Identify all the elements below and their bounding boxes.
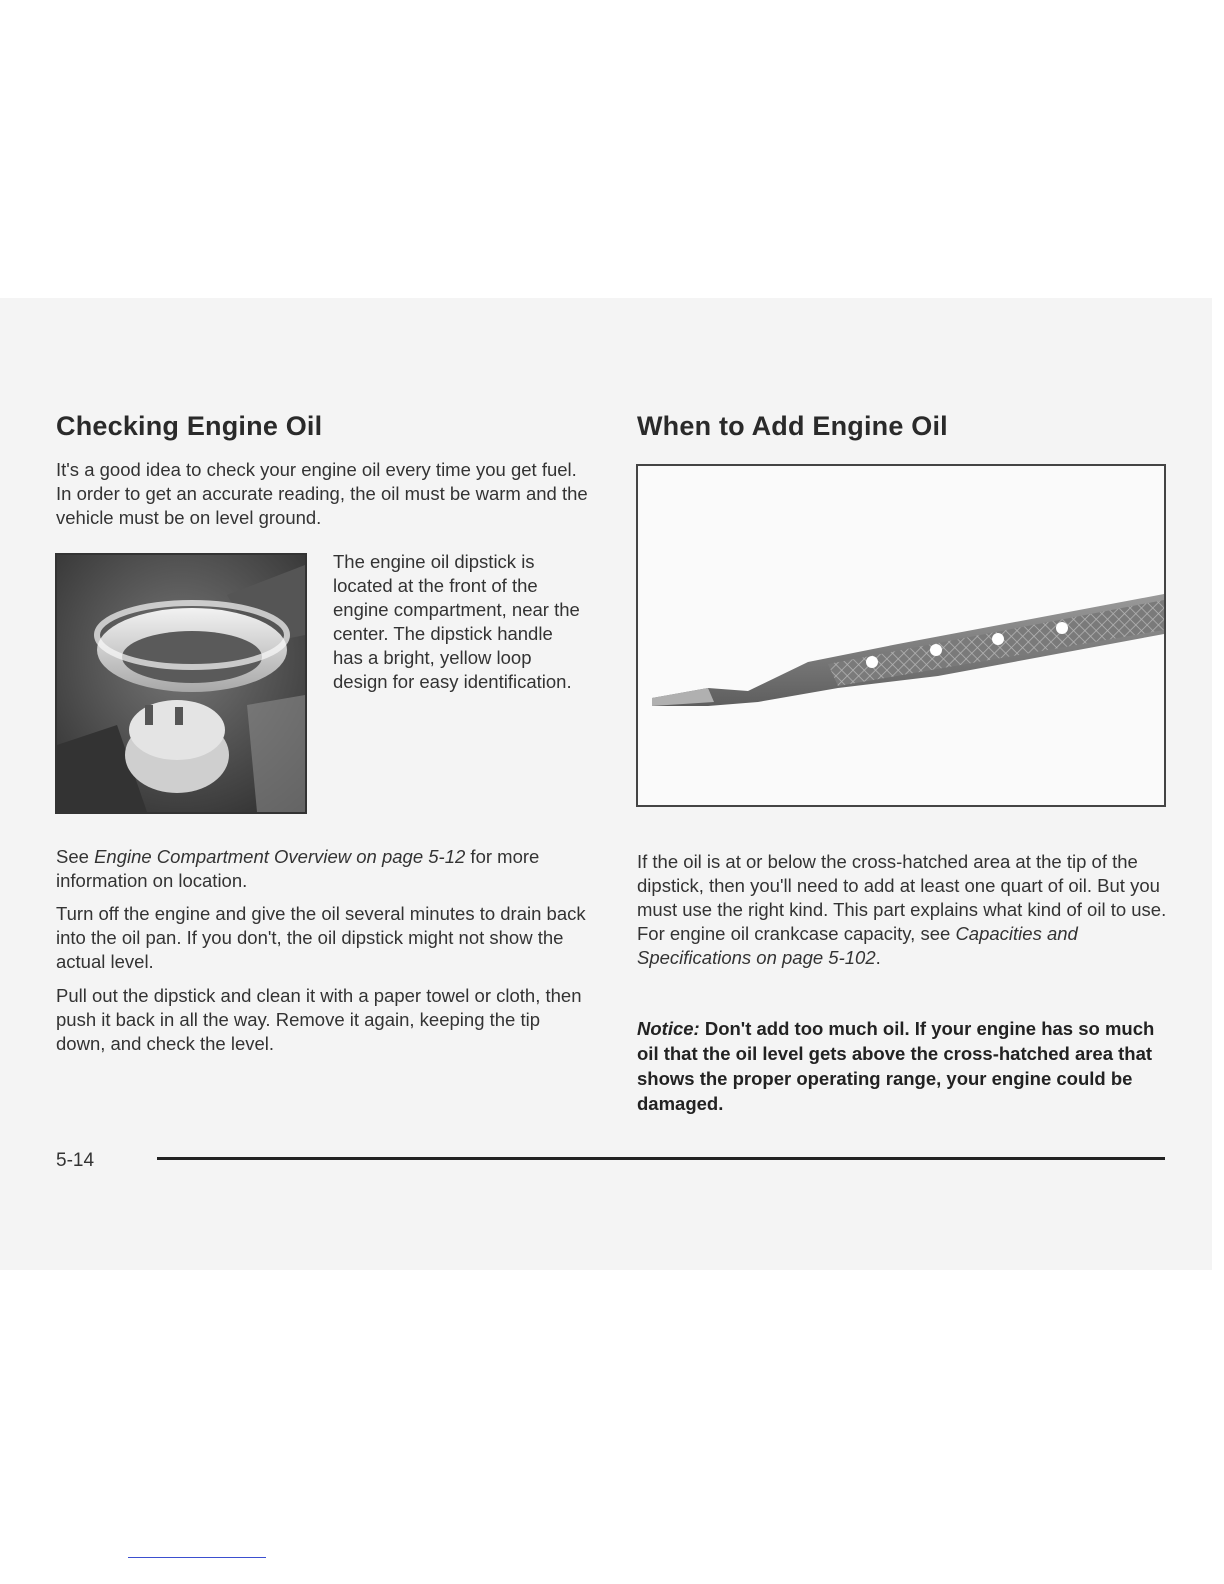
notice-label: Notice: [637,1018,700,1039]
see-engine-compartment-paragraph [56,845,586,893]
notice-paragraph [637,1016,1165,1116]
intro-paragraph: It's a good idea to check your engine oil every time you get fuel. In order to get an accurate reading, the oil must be warm and the vehicle must be on level ground. [56,459,588,528]
turn-off-engine-paragraph: Turn off the engine and give the oil several minutes to drain back into the oil pan. If you don't, the oil dipstick might not show the actual level. [56,903,586,972]
capacities-specifications-link[interactable]: Capacities and Specifications on page 5-102 [637,923,1078,968]
when-to-add-engine-oil-heading: When to Add Engine Oil [637,411,948,441]
when-to-add-end: . [875,947,881,968]
dipstick-crosshatch-image [638,466,1164,805]
photo-caption: The engine oil dipstick is located at the front of the engine compartment, near the center. The dipstick handle has a bright, yellow loop design for easy identification. [333,551,580,692]
notice-text: Don't add too much oil. If your engine has so much oil that the oil level gets above the cross-hatched area that shows the proper operating range, your engine could be damaged. [637,1018,1155,1114]
bottom-link-underline [128,1557,266,1558]
when-to-add-paragraph [637,850,1167,970]
pull-out-dipstick-paragraph: Pull out the dipstick and clean it with a paper towel or cloth, then push it back in all the way. Remove it again, keeping the tip down, and check the level. [56,985,582,1054]
footer-rule [157,1157,1165,1160]
dipstick-handle-image [57,555,305,812]
see-suffix: for more information on location. [56,846,540,891]
see-prefix: See [56,846,95,867]
dipstick-illustration [636,464,1166,807]
dipstick-handle-photo [55,553,307,814]
when-to-add-text: If the oil is at or below the cross-hatched area at the tip of the dipstick, then you'll need to add at least one quart of oil. But you must use the right kind. This part explains what kind of oil to use. For engine oil crankcase capacity, see [637,851,1167,944]
checking-engine-oil-heading: Checking Engine Oil [56,411,323,441]
page-number: 5-14 [56,1150,95,1171]
engine-compartment-link[interactable]: Engine Compartment Overview on page 5-12 [94,846,466,867]
